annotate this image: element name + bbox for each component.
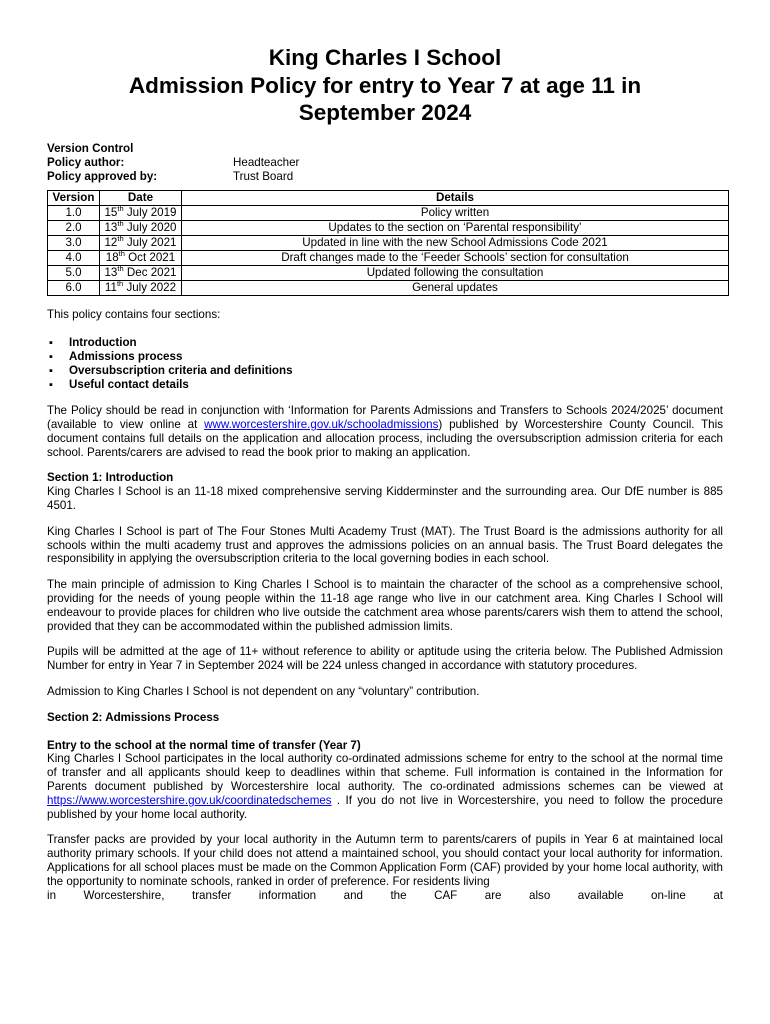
date-cell — [100, 220, 182, 235]
policy-approved-label: Policy approved by: — [47, 169, 158, 183]
policy-author-label: Policy author: — [47, 155, 125, 169]
table-row — [48, 220, 729, 235]
version-table — [47, 190, 729, 296]
date-month-year: July 2020 — [123, 220, 177, 234]
table-row — [48, 235, 729, 250]
policy-author-row — [47, 156, 723, 170]
version-cell: 1.0 — [48, 205, 100, 220]
date-ordinal: th — [117, 233, 124, 243]
section-1-paragraph: Pupils will be admitted at the age of 11+ without reference to ability or aptitude using the criteria below. The Published Admission Number for entry in Year 7 in September 2024 will be 224 unless changed in accordance with statutory procedures. — [47, 645, 723, 673]
intro-text: This policy contains four sections: — [47, 307, 221, 321]
title-line-1: King Charles I School — [268, 45, 502, 70]
version-cell: 4.0 — [48, 250, 100, 265]
section-1-paragraph: Admission to King Charles I School is not dependent on any “voluntary” contribution. — [47, 685, 480, 699]
version-control — [47, 142, 723, 184]
read-para-text-2: ) published by Worcestershire County Council. This document contains full details on the application and allocation process, including the oversubscription admission criteria for each school. Parents/carers are advised to read the book prior to making an application. — [47, 418, 723, 459]
table-row — [48, 250, 729, 265]
version-cell: 2.0 — [48, 220, 100, 235]
list-item: ▪ Admissions process — [47, 350, 723, 364]
section-2-paragraph: Transfer packs are provided by your local authority in the Autumn term to parents/carers of pupils in Year 6 at maintained local authority primary schools. If your child does not attend a maintained school, you should contact your local authority for information. Applications for all school places must be made on the Common Application Form (CAF) provided by your home local authority, with the opportunity to nominate schools, ranked in order of preference. For residents living — [47, 833, 723, 888]
section-2-text-2: . If you do not live in Worcestershire, you need to follow the procedure published by your home local authority. — [47, 793, 723, 821]
section-2-text-1: King Charles I School participates in the local authority co-ordinated admissions scheme for entry to the school at the normal time of transfer and all applicants should keep to deadlines within that scheme. Full information is contained in the Information for Parents document published by Worcestershire local authority. The co-ordinated admissions schemes can be viewed at — [47, 752, 723, 794]
date-cell — [100, 250, 182, 265]
version-cell: 5.0 — [48, 265, 100, 280]
date-cell — [100, 205, 182, 220]
version-cell: 3.0 — [48, 235, 100, 250]
version-cell: 6.0 — [48, 280, 100, 295]
details-cell: Updates to the section on ‘Parental responsibility’ — [182, 220, 729, 235]
header-version: Version — [48, 190, 100, 205]
read-in-conjunction-paragraph — [47, 404, 723, 459]
list-item: ▪ Oversubscription criteria and definitions — [47, 364, 723, 378]
table-row — [48, 265, 729, 280]
date-day: 13 — [104, 220, 118, 234]
section-2-last-line: in Worcestershire, transfer information and the CAF are also available on-line at — [47, 888, 723, 902]
details-cell: Draft changes made to the ‘Feeder Schools’ section for consultation — [182, 250, 729, 265]
date-cell — [100, 265, 182, 280]
read-para-text-1: The Policy should be read in conjunction with ‘Information for Parents Admissions and Transfers to Schools 2024/2025’ document (available to view online at — [47, 404, 723, 432]
section-2-subheading: Entry to the school at the normal time of transfer (Year 7) — [47, 738, 361, 752]
date-month-year: Oct 2021 — [124, 250, 176, 264]
date-day: 12 — [104, 235, 118, 249]
table-row — [48, 205, 729, 220]
document-page — [47, 44, 723, 902]
policy-approved-row — [47, 170, 723, 184]
section-1-heading: Section 1: Introduction — [47, 471, 174, 485]
section-1-paragraph: King Charles I School is part of The Four Stones Multi Academy Trust (MAT). The Trust Board is the admissions authority for all schools within the multi academy trust and approves the admissions policies on an annual basis. The Trust Board delegates the responsibility in applying the oversubscription criteria to the local governing bodies in each school. — [47, 524, 723, 566]
date-ordinal: th — [117, 263, 124, 273]
details-cell: Updated following the consultation — [182, 265, 729, 280]
version-table-header — [48, 190, 729, 205]
section-1-paragraph: King Charles I School is an 11-18 mixed comprehensive serving Kidderminster and the surrounding area. Our DfE number is 885 4501. — [47, 485, 723, 513]
date-day: 13 — [104, 265, 118, 279]
date-day: 18 — [105, 250, 119, 264]
date-month-year: July 2021 — [123, 235, 177, 249]
date-day: 11 — [104, 280, 117, 294]
table-row — [48, 280, 729, 295]
details-cell: Policy written — [182, 205, 729, 220]
section-1-paragraph: The main principle of admission to King Charles I School is to maintain the character of the school as a comprehensive school, providing for the needs of young people within the 11-18 age range who live in our catchment area. King Charles I School will endeavour to provide places for children who live outside the catchment area whose parents/carers wish them to attend the school, provided that they can be accommodated within the published admission limits. — [47, 578, 723, 633]
title-line-3: September 2024 — [298, 100, 472, 125]
date-day: 15 — [104, 205, 118, 219]
date-cell — [100, 280, 182, 295]
details-cell: General updates — [182, 280, 729, 295]
list-item: ▪ Useful contact details — [47, 378, 723, 392]
coordinatedschemes-link[interactable]: https://www.worcestershire.gov.uk/coordinatedschemes — [47, 793, 332, 807]
date-month-year: July 2019 — [123, 205, 177, 219]
policy-author-value: Headteacher — [233, 155, 300, 169]
date-ordinal: th — [118, 248, 125, 258]
list-item: ▪ Introduction — [47, 336, 723, 350]
date-ordinal: th — [116, 278, 124, 288]
date-ordinal: th — [117, 203, 124, 213]
date-cell — [100, 235, 182, 250]
title-line-2: Admission Policy for entry to Year 7 at age 11 in — [128, 72, 642, 98]
date-month-year: July 2022 — [123, 280, 177, 294]
header-date: Date — [100, 190, 182, 205]
policy-approved-value: Trust Board — [233, 169, 294, 183]
sections-list — [47, 336, 723, 392]
schooladmissions-link[interactable]: www.worcestershire.gov.uk/schooladmissions — [204, 418, 439, 432]
section-2-heading: Section 2: Admissions Process — [47, 710, 220, 724]
date-month-year: Dec 2021 — [123, 265, 177, 279]
details-cell: Updated in line with the new School Admissions Code 2021 — [182, 235, 729, 250]
date-ordinal: th — [117, 218, 124, 228]
version-control-heading: Version Control — [47, 141, 134, 155]
document-title — [47, 44, 723, 127]
section-2-paragraph — [47, 752, 723, 821]
header-details: Details — [182, 190, 729, 205]
